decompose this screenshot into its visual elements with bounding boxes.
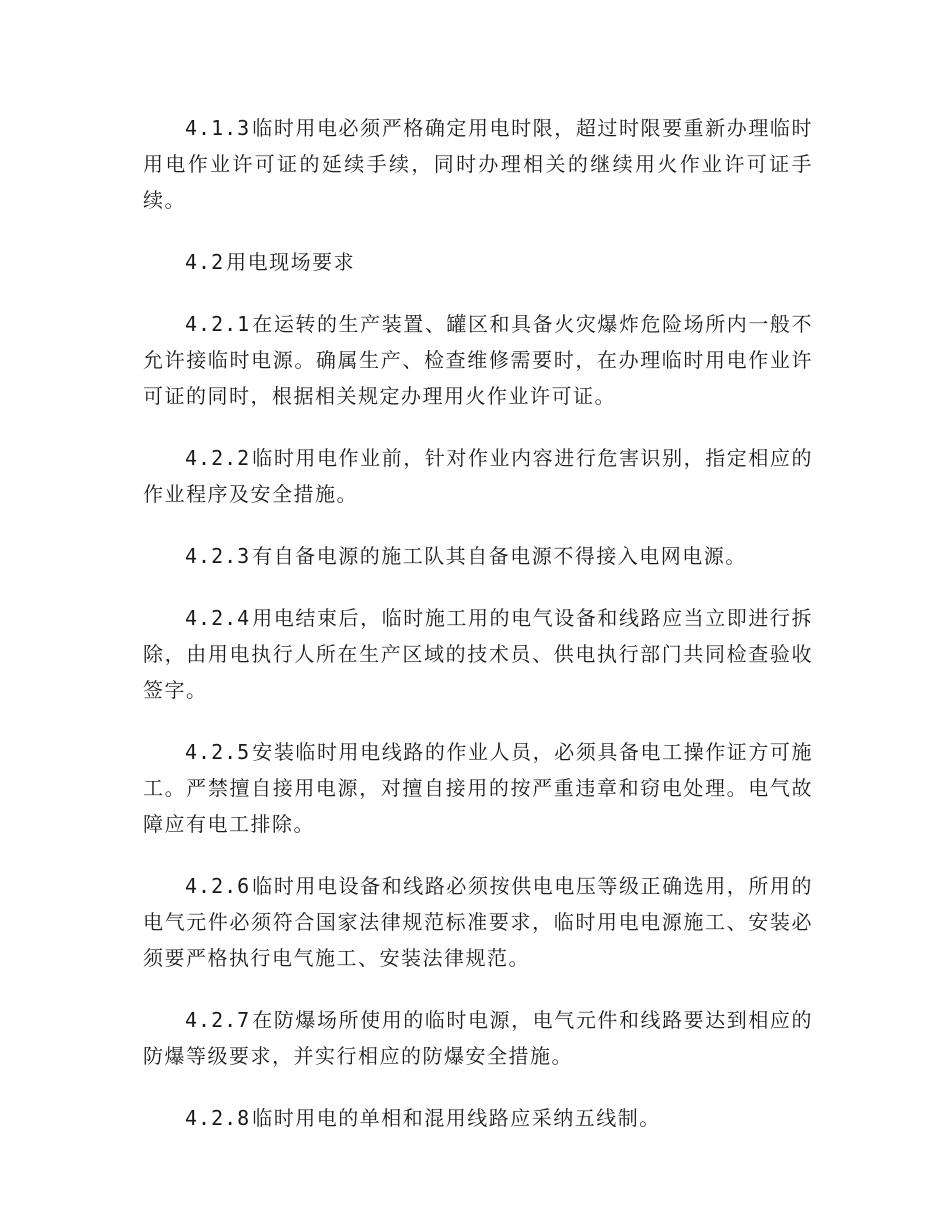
- paragraph-number: 4.2.2: [185, 446, 251, 470]
- paragraph-4-2-8: [143, 1100, 813, 1136]
- paragraph-4-2-3: [143, 538, 813, 574]
- paragraph-4-1-3: [143, 110, 813, 218]
- paragraph-number: 4.2.5: [185, 740, 251, 764]
- paragraph-number: 4.2.8: [185, 1106, 251, 1130]
- paragraph-text: 临时用电的单相和混用线路应采纳五线制。: [252, 1106, 661, 1130]
- paragraph-number: 4.2.1: [185, 312, 251, 336]
- paragraph-text: 用电结束后，临时施工用的电气设备和线路应当立即进行拆除，由用电执行人所在生产区域的技术员、供电执行部门共同检查验收签字。: [143, 606, 813, 702]
- paragraph-4-2-7: [143, 1002, 813, 1074]
- section-heading-4-2: [143, 244, 813, 280]
- paragraph-4-2-2: [143, 440, 813, 512]
- paragraph-text: 临时用电必须严格确定用电时限，超过时限要重新办理临时用电作业许可证的延续手续，同时办理相关的继续用火作业许可证手续。: [143, 116, 813, 212]
- paragraph-text: 在防爆场所使用的临时电源，电气元件和线路要达到相应的防爆等级要求，并实行相应的防爆安全措施。: [143, 1008, 813, 1068]
- paragraph-number: 4.2.7: [185, 1008, 251, 1032]
- paragraph-number: 4.2.4: [185, 606, 251, 630]
- paragraph-4-2-4: [143, 600, 813, 708]
- paragraph-text: 在运转的生产装置、罐区和具备火灾爆炸危险场所内一般不允许接临时电源。确属生产、检查维修需要时，在办理临时用电作业许可证的同时，根据相关规定办理用火作业许可证。: [143, 312, 813, 408]
- paragraph-text: 安装临时用电线路的作业人员，必须具备电工操作证方可施工。严禁擅自接用电源，对擅自接用的按严重违章和窃电处理。电气故障应有电工排除。: [143, 740, 813, 836]
- paragraph-number: 4.1.3: [185, 116, 251, 140]
- paragraph-number: 4.2.6: [185, 874, 251, 898]
- paragraph-number: 4.2.3: [185, 544, 251, 568]
- section-heading-text: 用电现场要求: [226, 250, 356, 274]
- paragraph-4-2-1: [143, 306, 813, 414]
- paragraph-4-2-5: [143, 734, 813, 842]
- document-body: [143, 110, 813, 1162]
- paragraph-text: 临时用电作业前，针对作业内容进行危害识别，指定相应的作业程序及安全措施。: [143, 446, 813, 506]
- paragraph-4-2-6: [143, 868, 813, 976]
- paragraph-text: 有自备电源的施工队其自备电源不得接入电网电源。: [252, 544, 747, 568]
- paragraph-text: 临时用电设备和线路必须按供电电压等级正确选用，所用的电气元件必须符合国家法律规范标准要求，临时用电电源施工、安装必须要严格执行电气施工、安装法律规范。: [143, 874, 813, 970]
- paragraph-number: 4.2: [185, 250, 225, 274]
